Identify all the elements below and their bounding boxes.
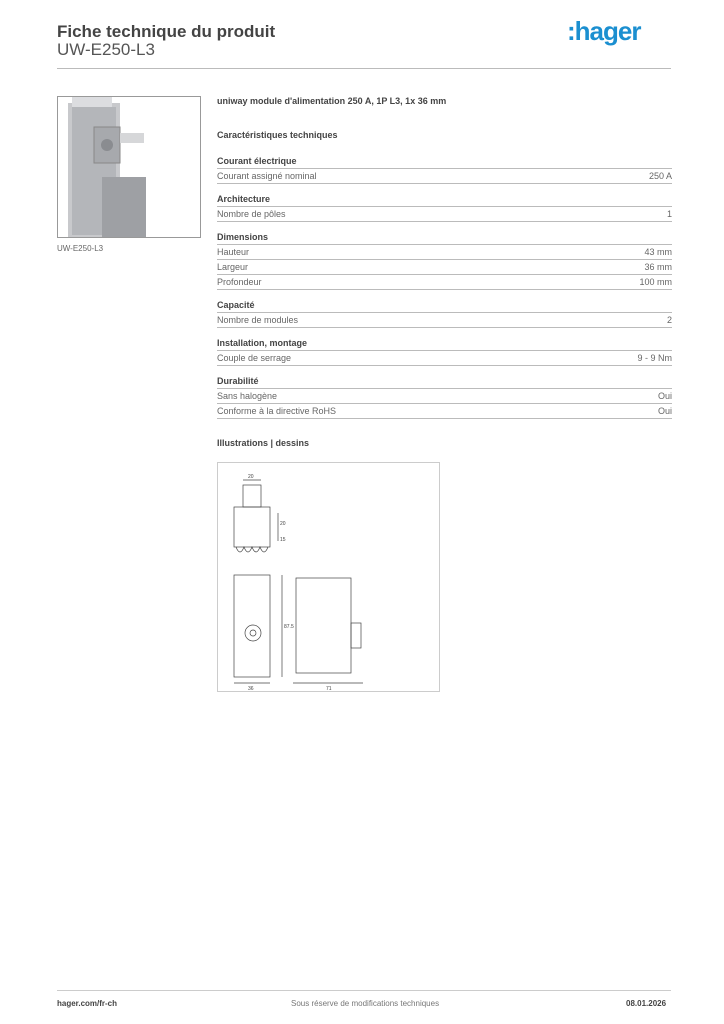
illustrations-title: Illustrations | dessins bbox=[217, 438, 310, 448]
spec-section bbox=[217, 299, 672, 328]
spec-label: Nombre de pôles bbox=[217, 209, 286, 219]
footer-divider bbox=[57, 990, 671, 991]
spec-section bbox=[217, 375, 672, 419]
spec-value: Oui bbox=[657, 406, 672, 416]
hager-logo: :hager bbox=[567, 16, 641, 46]
spec-section bbox=[217, 231, 672, 290]
product-reference: UW-E250-L3 bbox=[57, 40, 155, 59]
dim-depth: 71 bbox=[326, 686, 332, 692]
spec-section-title: Capacité bbox=[217, 299, 672, 313]
spec-section bbox=[217, 193, 672, 222]
dim-top-width: 20 bbox=[248, 474, 254, 480]
spec-section-title: Courant électrique bbox=[217, 155, 672, 169]
spec-value: 100 mm bbox=[639, 277, 672, 287]
spec-value: 9 - 9 Nm bbox=[637, 353, 672, 363]
spec-label: Courant assigné nominal bbox=[217, 171, 317, 181]
spec-value: 36 mm bbox=[644, 262, 672, 272]
spec-label: Sans halogène bbox=[217, 391, 278, 401]
dim-width: 36 bbox=[248, 686, 254, 692]
spec-row bbox=[217, 389, 672, 404]
spec-row bbox=[217, 275, 672, 290]
spec-row bbox=[217, 404, 672, 419]
spec-value: 2 bbox=[666, 315, 672, 325]
spec-row bbox=[217, 260, 672, 275]
spec-label: Couple de serrage bbox=[217, 353, 292, 363]
footer-disclaimer: Sous réserve de modifications techniques bbox=[291, 999, 440, 1008]
spec-section bbox=[217, 155, 672, 184]
footer-site-link[interactable]: hager.com/fr-ch bbox=[57, 999, 118, 1008]
page-title: Fiche technique du produit bbox=[57, 22, 276, 41]
spec-row bbox=[217, 313, 672, 328]
dim-h1: 20 bbox=[280, 521, 286, 527]
dim-height: 87.5 bbox=[284, 624, 294, 630]
product-image-caption: UW-E250-L3 bbox=[57, 244, 104, 253]
spec-label: Largeur bbox=[217, 262, 249, 272]
product-image bbox=[57, 96, 201, 238]
spec-value: 250 A bbox=[648, 171, 672, 181]
spec-label: Conforme à la directive RoHS bbox=[217, 406, 337, 416]
spec-label: Nombre de modules bbox=[217, 315, 299, 325]
spec-sheet bbox=[217, 96, 672, 448]
spec-label: Profondeur bbox=[217, 277, 262, 287]
spec-row bbox=[217, 245, 672, 260]
spec-label: Hauteur bbox=[217, 247, 250, 257]
spec-section bbox=[217, 337, 672, 366]
spec-value: 1 bbox=[666, 209, 672, 219]
spec-section-title: Architecture bbox=[217, 193, 672, 207]
spec-row bbox=[217, 351, 672, 366]
divider bbox=[57, 68, 671, 69]
spec-section-title: Installation, montage bbox=[217, 337, 672, 351]
dimension-drawing bbox=[217, 462, 440, 692]
product-name: uniway module d'alimentation 250 A, 1P L3, 1x 36 mm bbox=[217, 96, 447, 106]
spec-value: Oui bbox=[657, 391, 672, 401]
dim-h2: 15 bbox=[280, 537, 286, 543]
spec-value: 43 mm bbox=[644, 247, 672, 257]
spec-row bbox=[217, 207, 672, 222]
specs-title: Caractéristiques techniques bbox=[217, 130, 338, 140]
spec-section-title: Dimensions bbox=[217, 231, 672, 245]
spec-row bbox=[217, 169, 672, 184]
spec-section-title: Durabilité bbox=[217, 375, 672, 389]
footer-date: 08.01.2026 bbox=[626, 999, 667, 1008]
